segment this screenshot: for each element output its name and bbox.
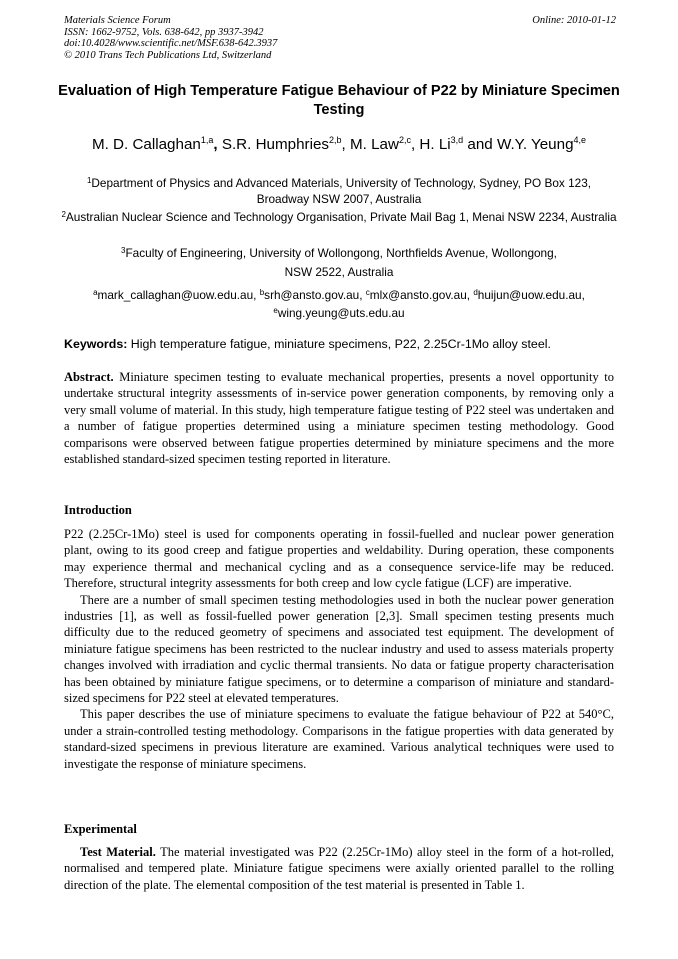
abstract <box>64 369 614 467</box>
paragraph: This paper describes the use of miniature specimens to evaluate the fatigue behaviour of P22 at 540°C, under a strain-controlled testing methodology. Comparisons in the fatigue properties with data generated by standard-sized specimens in previous literature are examined. Various analytical techniques were used to investigate the response of miniature specimens. <box>64 707 614 771</box>
keywords-text: High temperature fatigue, miniature specimens, P22, 2.25Cr-1Mo alloy steel. <box>127 337 551 351</box>
experimental-body <box>64 844 614 893</box>
author-affiliation-mark: 1,a <box>200 135 214 145</box>
affiliation-3 <box>60 243 618 261</box>
introduction-body <box>64 526 614 772</box>
author-separator: , <box>341 136 350 153</box>
affiliation-text: Faculty of Engineering, University of Wollongong, Northfields Avenue, Wollongong, <box>125 246 557 260</box>
author-separator: , <box>213 136 222 153</box>
email-mark: e <box>273 306 278 315</box>
affiliation-text: Australian Nuclear Science and Technology Organisation, Private Mail Bag 1, Menai NSW 2234, Australia <box>65 210 617 224</box>
affiliation-mark: 1 <box>86 176 92 185</box>
author-name: S.R. Humphries <box>221 136 330 153</box>
copyright: © 2010 Trans Tech Publications Ltd, Switzerland <box>64 49 272 61</box>
email-address[interactable]: mark_callaghan@uow.edu.au, <box>97 288 260 302</box>
email-address[interactable]: srh@ansto.gov.au, <box>264 288 366 302</box>
author-separator: , <box>410 136 420 153</box>
email-address[interactable]: mlx@ansto.gov.au, <box>369 288 474 302</box>
keywords-label: Keywords: <box>64 337 128 351</box>
journal-header <box>64 15 616 61</box>
issn: ISSN: 1662-9752, Vols. 638-642, pp 3937-3942 <box>64 26 264 38</box>
section-heading-introduction: Introduction <box>64 503 132 517</box>
abstract-text: Miniature specimen testing to evaluate mechanical properties, presents a novel opportunity to undertake structural integrity assessments of in-service power generation components, by removing only a very small volume of material. In this study, high temperature fatigue testing of P22 steel was undertaken and a number of fatigue properties determined using a miniature specimen testing methodology. Good comparisons were observed between fatigue properties determined by miniature specimens and the more established standard-sized specimen testing reported in literature. <box>64 370 614 467</box>
author-name: H. Li <box>419 136 451 153</box>
doi: doi:10.4028/www.scientific.net/MSF.638-642.3937 <box>64 38 278 49</box>
paper-title: Evaluation of High Temperature Fatigue Behaviour of P22 by Miniature Specimen Testing <box>58 83 620 118</box>
affiliation-mark: 3 <box>121 246 126 255</box>
paragraph-text: The material investigated was P22 (2.25Cr-1Mo) alloy steel in the form of a hot-rolled, normalised and tempered plate. Miniature fatigue specimens were axially oriented parallel to the rolling direction of the plate. The elemental composition of the test material is presented in Table 1. <box>64 845 614 892</box>
author-affiliation-mark: 4,e <box>573 135 587 145</box>
affiliation-text: Department of Physics and Advanced Materials, University of Technology, Sydney, PO Box 123, Broadway NSW 2007, Australia <box>91 176 592 206</box>
journal-name: Materials Science Forum <box>64 15 171 26</box>
email-address[interactable]: huijun@uow.edu.au, <box>477 288 585 302</box>
email-mark: a <box>93 288 98 297</box>
author-affiliation-mark: 3,d <box>450 135 464 145</box>
affiliation-mark: 2 <box>61 210 66 219</box>
section-heading-experimental: Experimental <box>64 822 137 836</box>
email-mark: b <box>259 288 265 297</box>
email-mark: c <box>365 288 370 297</box>
author-name: M. Law <box>350 136 399 153</box>
affiliation-2 <box>60 207 618 225</box>
subsection-label: Test Material. <box>80 845 156 859</box>
paragraph <box>64 844 614 893</box>
email-address[interactable]: wing.yeung@uts.edu.au <box>277 306 405 320</box>
author-emails <box>60 285 618 321</box>
author-affiliation-mark: 2,c <box>398 135 411 145</box>
online-date: Online: 2010-01-12 <box>532 15 616 26</box>
paragraph: P22 (2.25Cr-1Mo) steel is used for components operating in fossil-fuelled and nuclear power generation plant, owing to its good creep and fatigue properties and weldability. During operation, these components may experience thermal and mechanical cycling and as a consequence service-life may be reduced. Therefore, structural integrity assessments for both creep and low cycle fatigue (LCF) are imperative. <box>64 527 614 591</box>
affiliation-3-line-2: NSW 2522, Australia <box>284 265 394 279</box>
author-separator: and <box>463 136 497 153</box>
author-affiliation-mark: 2,b <box>329 135 342 145</box>
affiliation-1 <box>60 173 618 207</box>
abstract-label: Abstract. <box>64 370 114 384</box>
keywords <box>64 336 624 352</box>
author-name: W.Y. Yeung <box>496 136 574 153</box>
author-name: M. D. Callaghan <box>91 136 201 153</box>
paragraph: There are a number of small specimen testing methodologies used in both the nuclear power generation industries [1], as well as fossil-fuelled power generation [2,3]. Small specimen testing presents much difficulty due to the reduced geometry of specimens and associated test equipment. The development of miniature fatigue specimens has been restricted to the nuclear industry and used to assess materials property changes involved with irradiation and cyclic thermal transients. No data or fatigue property characterisation has been obtained by miniature fatigue specimens, or to determine a comparison of miniature and standard-sized specimens for P22 steel at elevated temperatures. <box>64 592 614 706</box>
author-list <box>20 130 658 155</box>
email-mark: d <box>473 288 478 297</box>
